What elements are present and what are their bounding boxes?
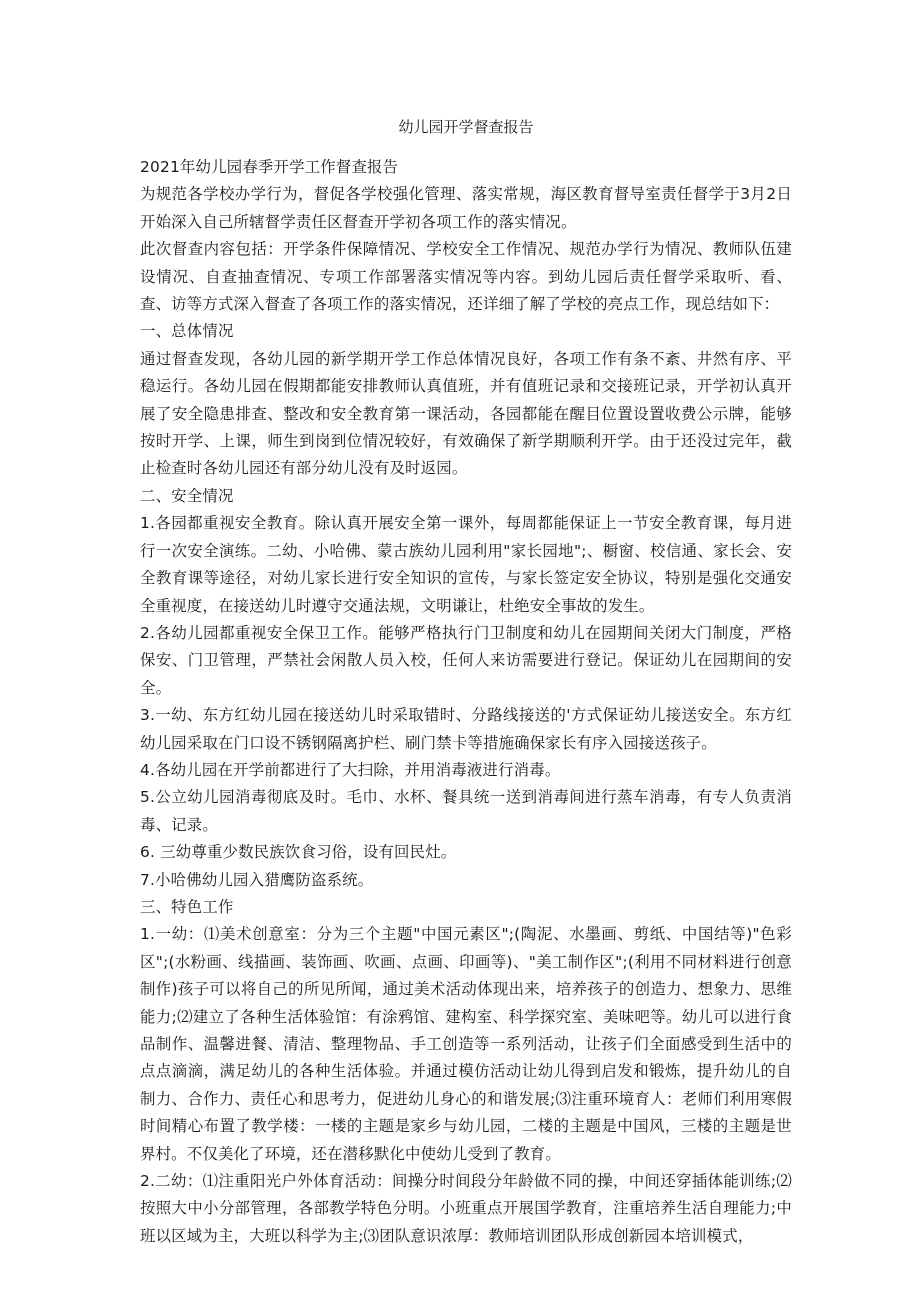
safety-item-6: 6. 三幼尊重少数民族饮食习俗，设有回民灶。 — [140, 843, 457, 862]
safety-item-2: 2.各幼儿园都重视安全保卫工作。能够严格执行门卫制度和幼儿在园期间关闭大门制度，严格保安、门卫管理，严禁社会闲散人员入校，任何人来访需要进行登记。保证幼儿在园期间的安全。 — [140, 623, 792, 697]
safety-item-4: 4.各幼儿园在开学前都进行了大扫除，并用消毒液进行消毒。 — [140, 760, 561, 779]
report-subtitle: 2021年幼儿园春季开学工作督查报告 — [140, 158, 399, 176]
paragraph-intro: 为规范各学校办学行为，督促各学校强化管理、落实常规，海区教育督导室责任督学于3月2日开始深入自己所辖督学责任区督查开学初各项工作的落实情况。 — [140, 185, 792, 231]
document-page — [140, 112, 792, 1250]
safety-item-1: 1.各园都重视安全教育。除认真开展安全第一课外，每周都能保证上一节安全教育课，每月进行一次安全演练。二幼、小哈佛、蒙古族幼儿园利用"家长园地";、橱窗、校信通、家长会、安全教育课等途径，对幼儿家长进行安全知识的宣传，与家长签定安全协议，特别是强化交通安全重视度，在接送幼儿时遵守交通法规，文明谦让，杜绝安全事故的发生。 — [140, 514, 792, 615]
document-body — [140, 154, 792, 1250]
document-title: 幼儿园开学督查报告 — [398, 118, 534, 136]
feature-item-2: 2.二幼：⑴注重阳光户外体育活动：间操分时间段分年龄做不同的操，中间还穿插体能训练;⑵按照大中小分部管理，各部教学特色分明。小班重点开展国学教育，注重培养生活自理能力;中班以区域为主，大班以科学为主;⑶团队意识浓厚：教师培训团队形成创新园本培训模式， — [140, 1172, 792, 1245]
section-heading-overall: 一、总体情况 — [140, 322, 234, 341]
safety-item-3: 3.一幼、东方红幼儿园在接送幼儿时采取错时、分路线接送的'方式保证幼儿接送安全。东方红幼儿园采取在门口设不锈钢隔离护栏、刷门禁卡等措施确保家长有序入园接送孩子。 — [140, 706, 792, 752]
safety-item-5: 5.公立幼儿园消毒彻底及时。毛巾、水杯、餐具统一送到消毒间进行蒸车消毒，有专人负责消毒、记录。 — [140, 788, 792, 834]
section-heading-features: 三、特色工作 — [140, 897, 234, 916]
section-heading-safety: 二、安全情况 — [140, 486, 234, 505]
safety-item-7: 7.小哈佛幼儿园入猎鹰防盗系统。 — [140, 870, 374, 889]
feature-item-1: 1.一幼：⑴美术创意室：分为三个主题"中国元素区";(陶泥、水墨画、剪纸、中国结等)"色彩区";(水粉画、线描画、装饰画、吹画、点画、印画等)、"美工制作区";(利用不同材料进行创意制作)孩子可以将自己的所见所闻，通过美术活动体现出来，培养孩子的创造力、想象力、思维能力;⑵建立了各种生活体验馆：有涂鸦馆、建构室、科学探究室、美味吧等。幼儿可以进行食品制作、温馨进餐、清洁、整理物品、手工创造等一系列活动，让孩子们全面感受到生活中的点点滴滴，满足幼儿的各种生活体验。并通过模仿活动让幼儿得到启发和锻炼，提升幼儿的自制力、合作力、责任心和思考力，促进幼儿身心的和谐发展;⑶注重环境育人：老师们利用寒假时间精心布置了教学楼：一楼的主题是家乡与幼儿园，二楼的主题是中国风，三楼的主题是世界村。不仅美化了环境，还在潜移默化中使幼儿受到了教育。 — [140, 925, 792, 1163]
paragraph-scope: 此次督查内容包括：开学条件保障情况、学校安全工作情况、规范办学行为情况、教师队伍建设情况、自查抽查情况、专项工作部署落实情况等内容。到幼儿园后责任督学采取听、看、查、访等方式深入督查了各项工作的落实情况，还详细了解了学校的亮点工作，现总结如下： — [140, 240, 792, 314]
paragraph-overall: 通过督查发现，各幼儿园的新学期开学工作总体情况良好，各项工作有条不紊、井然有序、平稳运行。各幼儿园在假期都能安排教师认真值班，并有值班记录和交接班记录，开学初认真开展了安全隐患排查、整改和安全教育第一课活动，各园都能在醒目位置设置收费公示牌，能够按时开学、上课，师生到岗到位情况较好，有效确保了新学期顺利开学。由于还没过完年，截止检查时各幼儿园还有部分幼儿没有及时返园。 — [140, 349, 792, 478]
